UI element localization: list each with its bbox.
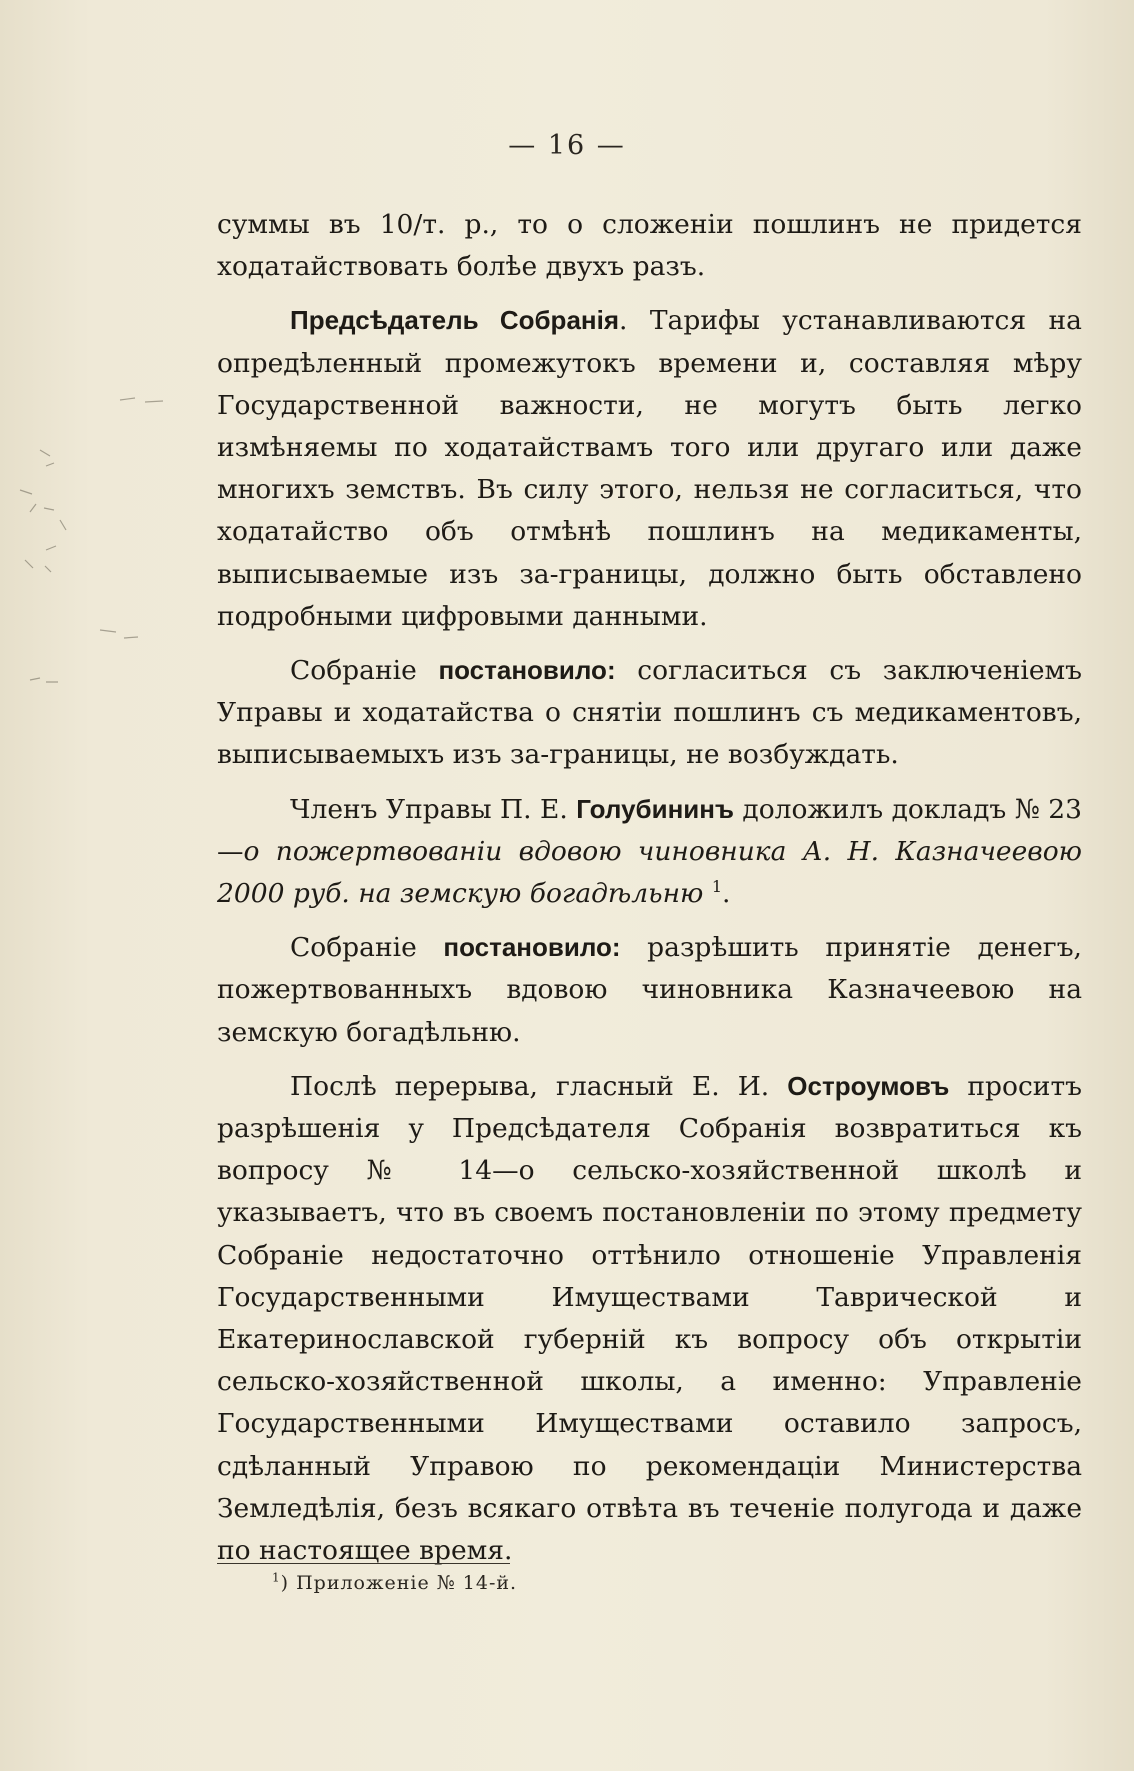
footnote (272, 1572, 517, 1594)
paragraph-lead: Послѣ перерыва, гласный Е. И. (290, 1070, 788, 1102)
margin-stamp-marks (0, 380, 200, 700)
paragraph-text: . Тарифы устанавливаются на опредѣленный промежутокъ времени и, составляя мѣру Государственной важности, не могутъ быть легко измѣняемы по ходатайствамъ того или другаго или даже многихъ земствъ. Въ силу этого, нельзя не согласиться, что ходатайство объ отмѣнѣ пошлинъ на медикаменты, выписываемые изъ за-границы, должно быть обставлено подробными цифровыми данными. (217, 305, 1082, 632)
paragraph-report (217, 788, 1082, 916)
member-name: Голубининъ (576, 793, 734, 824)
resolution-keyword: постановило: (443, 932, 621, 963)
paragraph-ostroumov (217, 1065, 1082, 1572)
body-text (217, 204, 1082, 1572)
paragraph-text: суммы въ 10/т. р., то о сложеніи пошлинъ не придется ходатайствовать болѣе двухъ разъ. (217, 209, 1082, 283)
paragraph-resolution-1 (217, 649, 1082, 777)
paragraph-text: согласиться съ заключеніемъ Управы и ходатайства о снятіи пошлинъ съ медикаментовъ, выписываемыхъ изъ за-границы, не возбуждать. (217, 655, 1082, 771)
paragraph-tail: . (722, 878, 731, 910)
report-title: о пожертвованіи вдовою чиновника А. Н. Казначеевою 2000 руб. на земскую богадѣльню (217, 835, 1082, 910)
paragraph-lead: Собраніе (290, 932, 444, 964)
paragraph-lead: Членъ Управы П. Е. (290, 793, 577, 825)
paragraph-lead: Собраніе (290, 655, 439, 687)
member-name: Остроумовъ (787, 1070, 950, 1101)
paragraph-text: доложилъ докладъ № 23— (217, 793, 1082, 867)
footnote-text: ) Приложеніе № 14-й. (280, 1572, 518, 1594)
paragraph-resolution-2 (217, 926, 1082, 1054)
paragraph-continuation (217, 204, 1082, 288)
footnote-reference[interactable]: 1 (711, 877, 723, 897)
footnote-divider (217, 1563, 510, 1564)
speaker-name: Предсѣдатель Собранія (290, 305, 619, 336)
page-number: — 16 — (508, 130, 626, 161)
paragraph-chairman (217, 299, 1082, 638)
footnote-marker: 1 (272, 1570, 281, 1585)
paragraph-text: проситъ разрѣшенія у Предсѣдателя Собранія возвратиться къ вопросу № 14—о сельско-хозяйственной школѣ и указываетъ, что въ своемъ постановленіи по этому предмету Собраніе недостаточно оттѣнило отношеніе Управленія Государственными Имуществами Таврической и Екатеринославской губерній къ вопросу объ открытіи сельско-хозяйственной школы, а именно: Управленіе Государственными Имуществами оставило запросъ, сдѣланный Управою по рекомендаціи Министерства Земледѣлія, безъ всякаго отвѣта въ теченіе полугода и даже по настоящее время. (217, 1070, 1082, 1567)
resolution-keyword: постановило: (438, 655, 616, 686)
paragraph-text: разрѣшить принятіе денегъ, пожертвованныхъ вдовою чиновника Казначеевою на земскую богадѣльню. (217, 932, 1082, 1048)
